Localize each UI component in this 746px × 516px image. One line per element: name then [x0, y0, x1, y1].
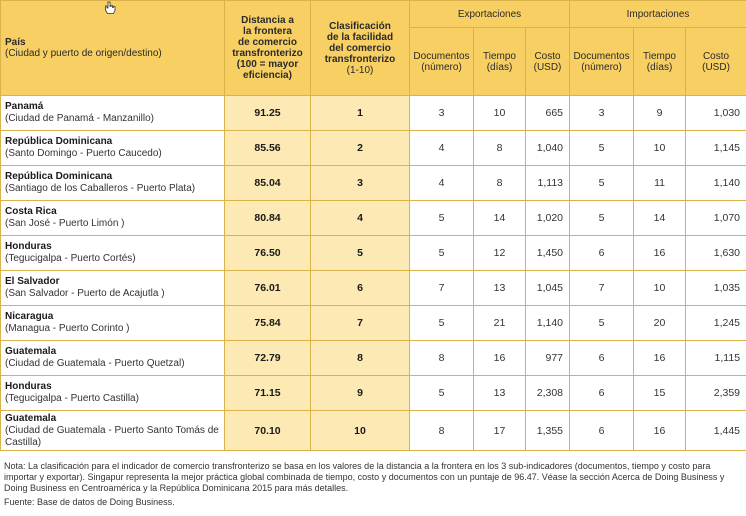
country-name: Guatemala — [5, 412, 57, 424]
imports-time-cell: 14 — [634, 201, 686, 236]
documents-header-unit: (número) — [581, 61, 622, 73]
exports-documents-header — [410, 28, 474, 96]
time-header-label: Tiempo — [643, 50, 676, 62]
rank-header-line: transfronterizo — [324, 53, 396, 65]
country-cell — [1, 131, 225, 166]
rank-header-line: (1-10) — [346, 64, 374, 76]
route-name: (Ciudad de Panamá - Manzanillo) — [5, 113, 154, 124]
score-cell: 91.25 — [225, 96, 311, 131]
exports-group-header: Exportaciones — [410, 1, 570, 28]
score-cell: 80.84 — [225, 201, 311, 236]
exports-time-cell: 17 — [474, 411, 526, 451]
score-cell: 71.15 — [225, 376, 311, 411]
table-row — [1, 411, 746, 451]
imports-documents-header — [570, 28, 634, 96]
exports-cost-cell: 1,355 — [526, 411, 570, 451]
score-cell: 85.04 — [225, 166, 311, 201]
exports-cost-cell: 977 — [526, 341, 570, 376]
imports-cost-cell: 2,359 — [686, 376, 746, 411]
cost-header-label: Costo — [534, 50, 561, 62]
country-name: Honduras — [5, 241, 52, 252]
country-header-title: País — [5, 37, 26, 48]
rank-header-line: del comercio — [329, 42, 391, 54]
imports-cost-cell: 1,445 — [686, 411, 746, 451]
time-header-unit: (días) — [646, 61, 673, 73]
country-cell — [1, 201, 225, 236]
imports-cost-cell: 1,115 — [686, 341, 746, 376]
exports-cost-cell: 1,113 — [526, 166, 570, 201]
score-cell: 85.56 — [225, 131, 311, 166]
country-cell — [1, 341, 225, 376]
imports-time-cell: 15 — [634, 376, 686, 411]
table-row — [1, 236, 746, 271]
rank-cell: 1 — [311, 96, 410, 131]
exports-time-cell: 13 — [474, 271, 526, 306]
rank-cell: 8 — [311, 341, 410, 376]
route-name: (Tegucigalpa - Puerto Castilla) — [5, 393, 139, 404]
country-name: República Dominicana — [5, 171, 113, 182]
exports-cost-cell: 1,040 — [526, 131, 570, 166]
score-cell: 70.10 — [225, 411, 311, 451]
route-name: (San José - Puerto Limón ) — [5, 218, 125, 229]
imports-time-cell: 16 — [634, 411, 686, 451]
imports-time-cell: 11 — [634, 166, 686, 201]
rank-header-line: de la facilidad — [326, 31, 394, 43]
route-name: (Ciudad de Guatemala - Puerto Santo Tomás de Castilla) — [5, 424, 219, 448]
exports-cost-cell: 665 — [526, 96, 570, 131]
imports-documents-cell: 3 — [570, 96, 634, 131]
exports-documents-cell: 8 — [410, 411, 474, 451]
exports-documents-cell: 7 — [410, 271, 474, 306]
country-name: Guatemala — [5, 346, 57, 357]
imports-cost-cell: 1,245 — [686, 306, 746, 341]
table-row — [1, 131, 746, 166]
exports-cost-cell: 1,140 — [526, 306, 570, 341]
exports-time-cell: 12 — [474, 236, 526, 271]
table-row — [1, 96, 746, 131]
country-cell — [1, 96, 225, 131]
exports-cost-cell: 1,020 — [526, 201, 570, 236]
rank-cell: 7 — [311, 306, 410, 341]
exports-documents-cell: 5 — [410, 376, 474, 411]
route-name: (San Salvador - Puerto de Acajutla ) — [5, 288, 165, 299]
exports-time-cell: 14 — [474, 201, 526, 236]
rank-cell: 6 — [311, 271, 410, 306]
imports-cost-header — [686, 28, 746, 96]
documents-header-label: Documentos — [573, 50, 630, 62]
exports-cost-header — [526, 28, 570, 96]
rank-header-line: Clasificación — [329, 20, 391, 32]
distance-header-line: la frontera — [243, 26, 292, 37]
country-cell — [1, 271, 225, 306]
imports-documents-cell: 7 — [570, 271, 634, 306]
time-header-label: Tiempo — [483, 50, 516, 62]
country-cell — [1, 376, 225, 411]
score-cell: 76.50 — [225, 236, 311, 271]
exports-cost-cell: 2,308 — [526, 376, 570, 411]
country-name: Nicaragua — [5, 311, 54, 322]
exports-time-cell: 21 — [474, 306, 526, 341]
distance-column-header — [225, 1, 311, 96]
table-row — [1, 201, 746, 236]
exports-time-cell: 13 — [474, 376, 526, 411]
route-name: (Managua - Puerto Corinto ) — [5, 323, 130, 334]
imports-cost-cell: 1,140 — [686, 166, 746, 201]
table-row — [1, 341, 746, 376]
score-cell: 75.84 — [225, 306, 311, 341]
exports-documents-cell: 5 — [410, 201, 474, 236]
imports-cost-cell: 1,630 — [686, 236, 746, 271]
exports-time-cell: 8 — [474, 166, 526, 201]
country-name: República Dominicana — [5, 136, 113, 147]
hand-cursor-icon — [104, 1, 116, 15]
exports-cost-cell: 1,045 — [526, 271, 570, 306]
table-row — [1, 306, 746, 341]
score-cell: 76.01 — [225, 271, 311, 306]
imports-documents-cell: 5 — [570, 166, 634, 201]
exports-time-cell: 8 — [474, 131, 526, 166]
rank-cell: 9 — [311, 376, 410, 411]
source-text: Fuente: Base de datos de Doing Business. — [4, 497, 175, 507]
score-cell: 72.79 — [225, 341, 311, 376]
imports-documents-cell: 5 — [570, 201, 634, 236]
country-cell — [1, 236, 225, 271]
distance-header-line: transfronterizo — [232, 48, 303, 59]
cost-header-unit: (USD) — [533, 61, 562, 73]
documents-header-unit: (número) — [421, 61, 462, 73]
exports-time-cell: 16 — [474, 341, 526, 376]
route-name: (Ciudad de Guatemala - Puerto Quetzal) — [5, 358, 185, 369]
rank-cell: 2 — [311, 131, 410, 166]
exports-cost-cell: 1,450 — [526, 236, 570, 271]
distance-header-line: (100 = mayor — [236, 59, 299, 70]
exports-time-header — [474, 28, 526, 96]
documents-header-label: Documentos — [413, 50, 470, 62]
distance-header-line: Distancia a — [241, 15, 294, 26]
country-cell — [1, 166, 225, 201]
cost-header-label: Costo — [702, 50, 730, 62]
country-name: Panamá — [5, 101, 44, 112]
imports-time-cell: 10 — [634, 131, 686, 166]
exports-documents-cell: 3 — [410, 96, 474, 131]
exports-documents-cell: 8 — [410, 341, 474, 376]
imports-cost-cell: 1,145 — [686, 131, 746, 166]
country-cell — [1, 411, 225, 451]
imports-group-header: Importaciones — [570, 1, 746, 28]
country-name: Costa Rica — [5, 206, 57, 217]
country-name: El Salvador — [5, 276, 60, 287]
rank-cell: 3 — [311, 166, 410, 201]
imports-cost-cell: 1,070 — [686, 201, 746, 236]
route-name: (Tegucigalpa - Puerto Cortés) — [5, 253, 136, 264]
exports-time-cell: 10 — [474, 96, 526, 131]
table-notes — [4, 461, 742, 508]
rank-column-header — [311, 1, 410, 96]
distance-header-line: eficiencia) — [243, 70, 292, 81]
imports-documents-cell: 6 — [570, 236, 634, 271]
imports-time-header — [634, 28, 686, 96]
imports-cost-cell: 1,030 — [686, 96, 746, 131]
route-name: (Santiago de los Caballeros - Puerto Plata) — [5, 183, 196, 194]
imports-time-cell: 9 — [634, 96, 686, 131]
imports-documents-cell: 6 — [570, 341, 634, 376]
imports-time-cell: 20 — [634, 306, 686, 341]
country-name: Honduras — [5, 381, 52, 392]
exports-documents-cell: 4 — [410, 166, 474, 201]
country-header-subtitle: (Ciudad y puerto de origen/destino) — [5, 48, 162, 59]
exports-documents-cell: 5 — [410, 236, 474, 271]
table-row — [1, 376, 746, 411]
imports-time-cell: 16 — [634, 341, 686, 376]
time-header-unit: (días) — [486, 61, 513, 73]
imports-documents-cell: 5 — [570, 306, 634, 341]
imports-documents-cell: 5 — [570, 131, 634, 166]
rank-cell: 4 — [311, 201, 410, 236]
table-row — [1, 271, 746, 306]
distance-header-line: de comercio — [238, 37, 297, 48]
rank-cell: 5 — [311, 236, 410, 271]
imports-documents-cell: 6 — [570, 376, 634, 411]
table-row — [1, 166, 746, 201]
route-name: (Santo Domingo - Puerto Caucedo) — [5, 148, 162, 159]
imports-documents-cell: 6 — [570, 411, 634, 451]
imports-cost-cell: 1,035 — [686, 271, 746, 306]
cost-header-unit: (USD) — [702, 61, 730, 73]
country-cell — [1, 306, 225, 341]
rank-cell: 10 — [311, 411, 410, 451]
exports-documents-cell: 4 — [410, 131, 474, 166]
imports-time-cell: 16 — [634, 236, 686, 271]
note-text: Nota: La clasificación para el indicador de comercio transfronterizo se basa en los valores de la distancia a la frontera en los 3 sub-indicadores (documentos, tiempo y costo para importar y exportar). Singapur representa la mejor práctica global combinada de tiempo, costo y documentos con un puntaje de 96.47. Véase la sección Acerca de Doing Business y Doing Business en Centroamérica y la República Dominicana 2015 para más detalles. — [4, 461, 725, 493]
imports-time-cell: 10 — [634, 271, 686, 306]
exports-documents-cell: 5 — [410, 306, 474, 341]
